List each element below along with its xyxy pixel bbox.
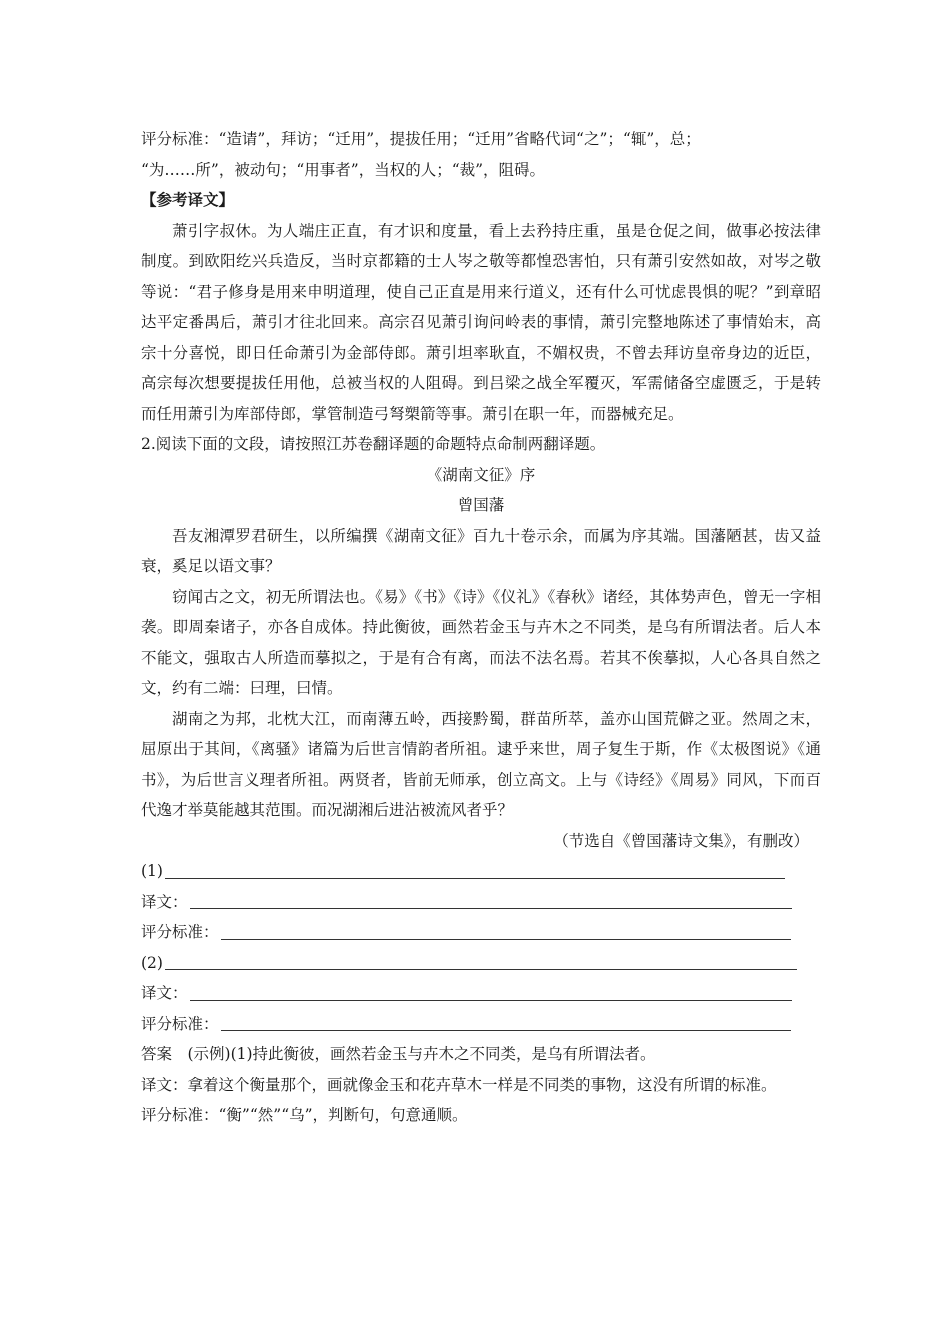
answer-row-q1-translation [141,887,821,918]
answer-row-q2-standard [141,1009,821,1040]
answer-line-2: 译文：拿着这个衡量那个，画就像金玉和花卉草木一样是不同类的事物，这没有所谓的标准。 [141,1075,777,1094]
q1-standard-blank[interactable] [221,939,791,940]
scoring-standard-line-2: “为……所”，被动句；“用事者”，当权的人；“裁”，阻碍。 [141,160,546,179]
q2-translation-blank[interactable] [190,1000,792,1001]
passage-paragraph: 窃闻古之文，初无所谓法也。《易》《书》《诗》《仪礼》《春秋》诸经，其体势声色，曾无一字相袭。即周秦诸子，亦各自成体。持此衡彼，画然若金玉与卉木之不同类，是乌有所谓法者。后人本不能文，强取古人所造而摹拟之，于是有合有离，而法不法名焉。若其不俟摹拟，人心各具自然之文，约有二端：曰理，曰情。 [141,587,821,697]
document-page [141,124,821,1131]
answer-line-1: 答案 (示例)(1)持此衡彼，画然若金玉与卉木之不同类，是乌有所谓法者。 [141,1045,656,1063]
q1-answer-blank[interactable] [165,878,785,879]
passage-source: （节选自《曾国藩诗文集》，有删改） [553,831,809,850]
q1-translation-blank[interactable] [190,908,792,909]
translation-heading: 【参考译文】 [141,190,235,209]
q2-standard-blank[interactable] [221,1030,791,1031]
q1-translation-label: 译文： [141,892,188,911]
q2-translation-label: 译文： [141,984,188,1002]
passage-title: 《湖南文征》序 [426,465,536,484]
answer-row-q1-standard [141,917,821,948]
answer-line-3: 评分标准：“衡”“然”“乌”，判断句，句意通顺。 [141,1106,468,1124]
answer-row-q1 [141,856,821,887]
answer-row-q2 [141,948,821,979]
scoring-standard-line-1: 评分标准：“造请”，拜访；“迁用”，提拔任用；“迁用”省略代词“之”；“辄”，总； [141,130,701,148]
q1-label: (1) [141,862,163,880]
passage-author: 曾国藩 [457,496,505,514]
answer-row-q2-translation [141,978,821,1009]
q1-standard-label: 评分标准： [141,923,219,941]
question-2-prompt: 2.阅读下面的文段，请按照江苏卷翻译题的命题特点命制两翻译题。 [141,435,606,453]
q2-standard-label: 评分标准： [141,1014,219,1033]
q2-label: (2) [141,953,163,972]
passage-paragraph: 吾友湘潭罗君研生，以所编撰《湖南文征》百九十卷示余，而属为序其端。国藩陋甚，齿又益衰，奚足以语文事？ [141,526,821,575]
q2-answer-blank[interactable] [165,969,797,970]
passage-paragraph: 湖南之为邦，北枕大江，而南薄五岭，西接黔蜀，群苗所萃，盖亦山国荒僻之亚。然周之末，屈原出于其间，《离骚》诸篇为后世言情韵者所祖。逮乎来世，周子复生于斯，作《太极图说》《通书》，为后世言义理者所祖。两贤者，皆前无师承，创立高文。上与《诗经》《周易》同风，下而百代逸才举莫能越其范围。而况湖湘后进沾被流风者乎？ [141,709,821,819]
translation-paragraph: 萧引字叔休。为人端庄正直，有才识和度量，看上去矜持庄重，虽是仓促之间，做事必按法律制度。到欧阳纥兴兵造反，当时京都籍的士人岑之敬等都惶恐害怕，只有萧引安然如故，对岑之敬等说：“君子修身是用来申明道理，使自己正直是用来行道义，还有什么可忧虑畏惧的呢？”到章昭达平定番禺后，萧引才往北回来。高宗召见萧引询问岭表的事情，萧引完整地陈述了事情始末，高宗十分喜悦，即日任命萧引为金部侍郎。萧引坦率耿直，不媚权贵，不曾去拜访皇帝身边的近臣，高宗每次想要提拔任用他，总被当权的人阻碍。到吕梁之战全军覆灭，军需储备空虚匮乏，于是转而任用萧引为库部侍郎，掌管制造弓弩槊箭等事。萧引在职一年，而器械充足。 [141,221,821,423]
